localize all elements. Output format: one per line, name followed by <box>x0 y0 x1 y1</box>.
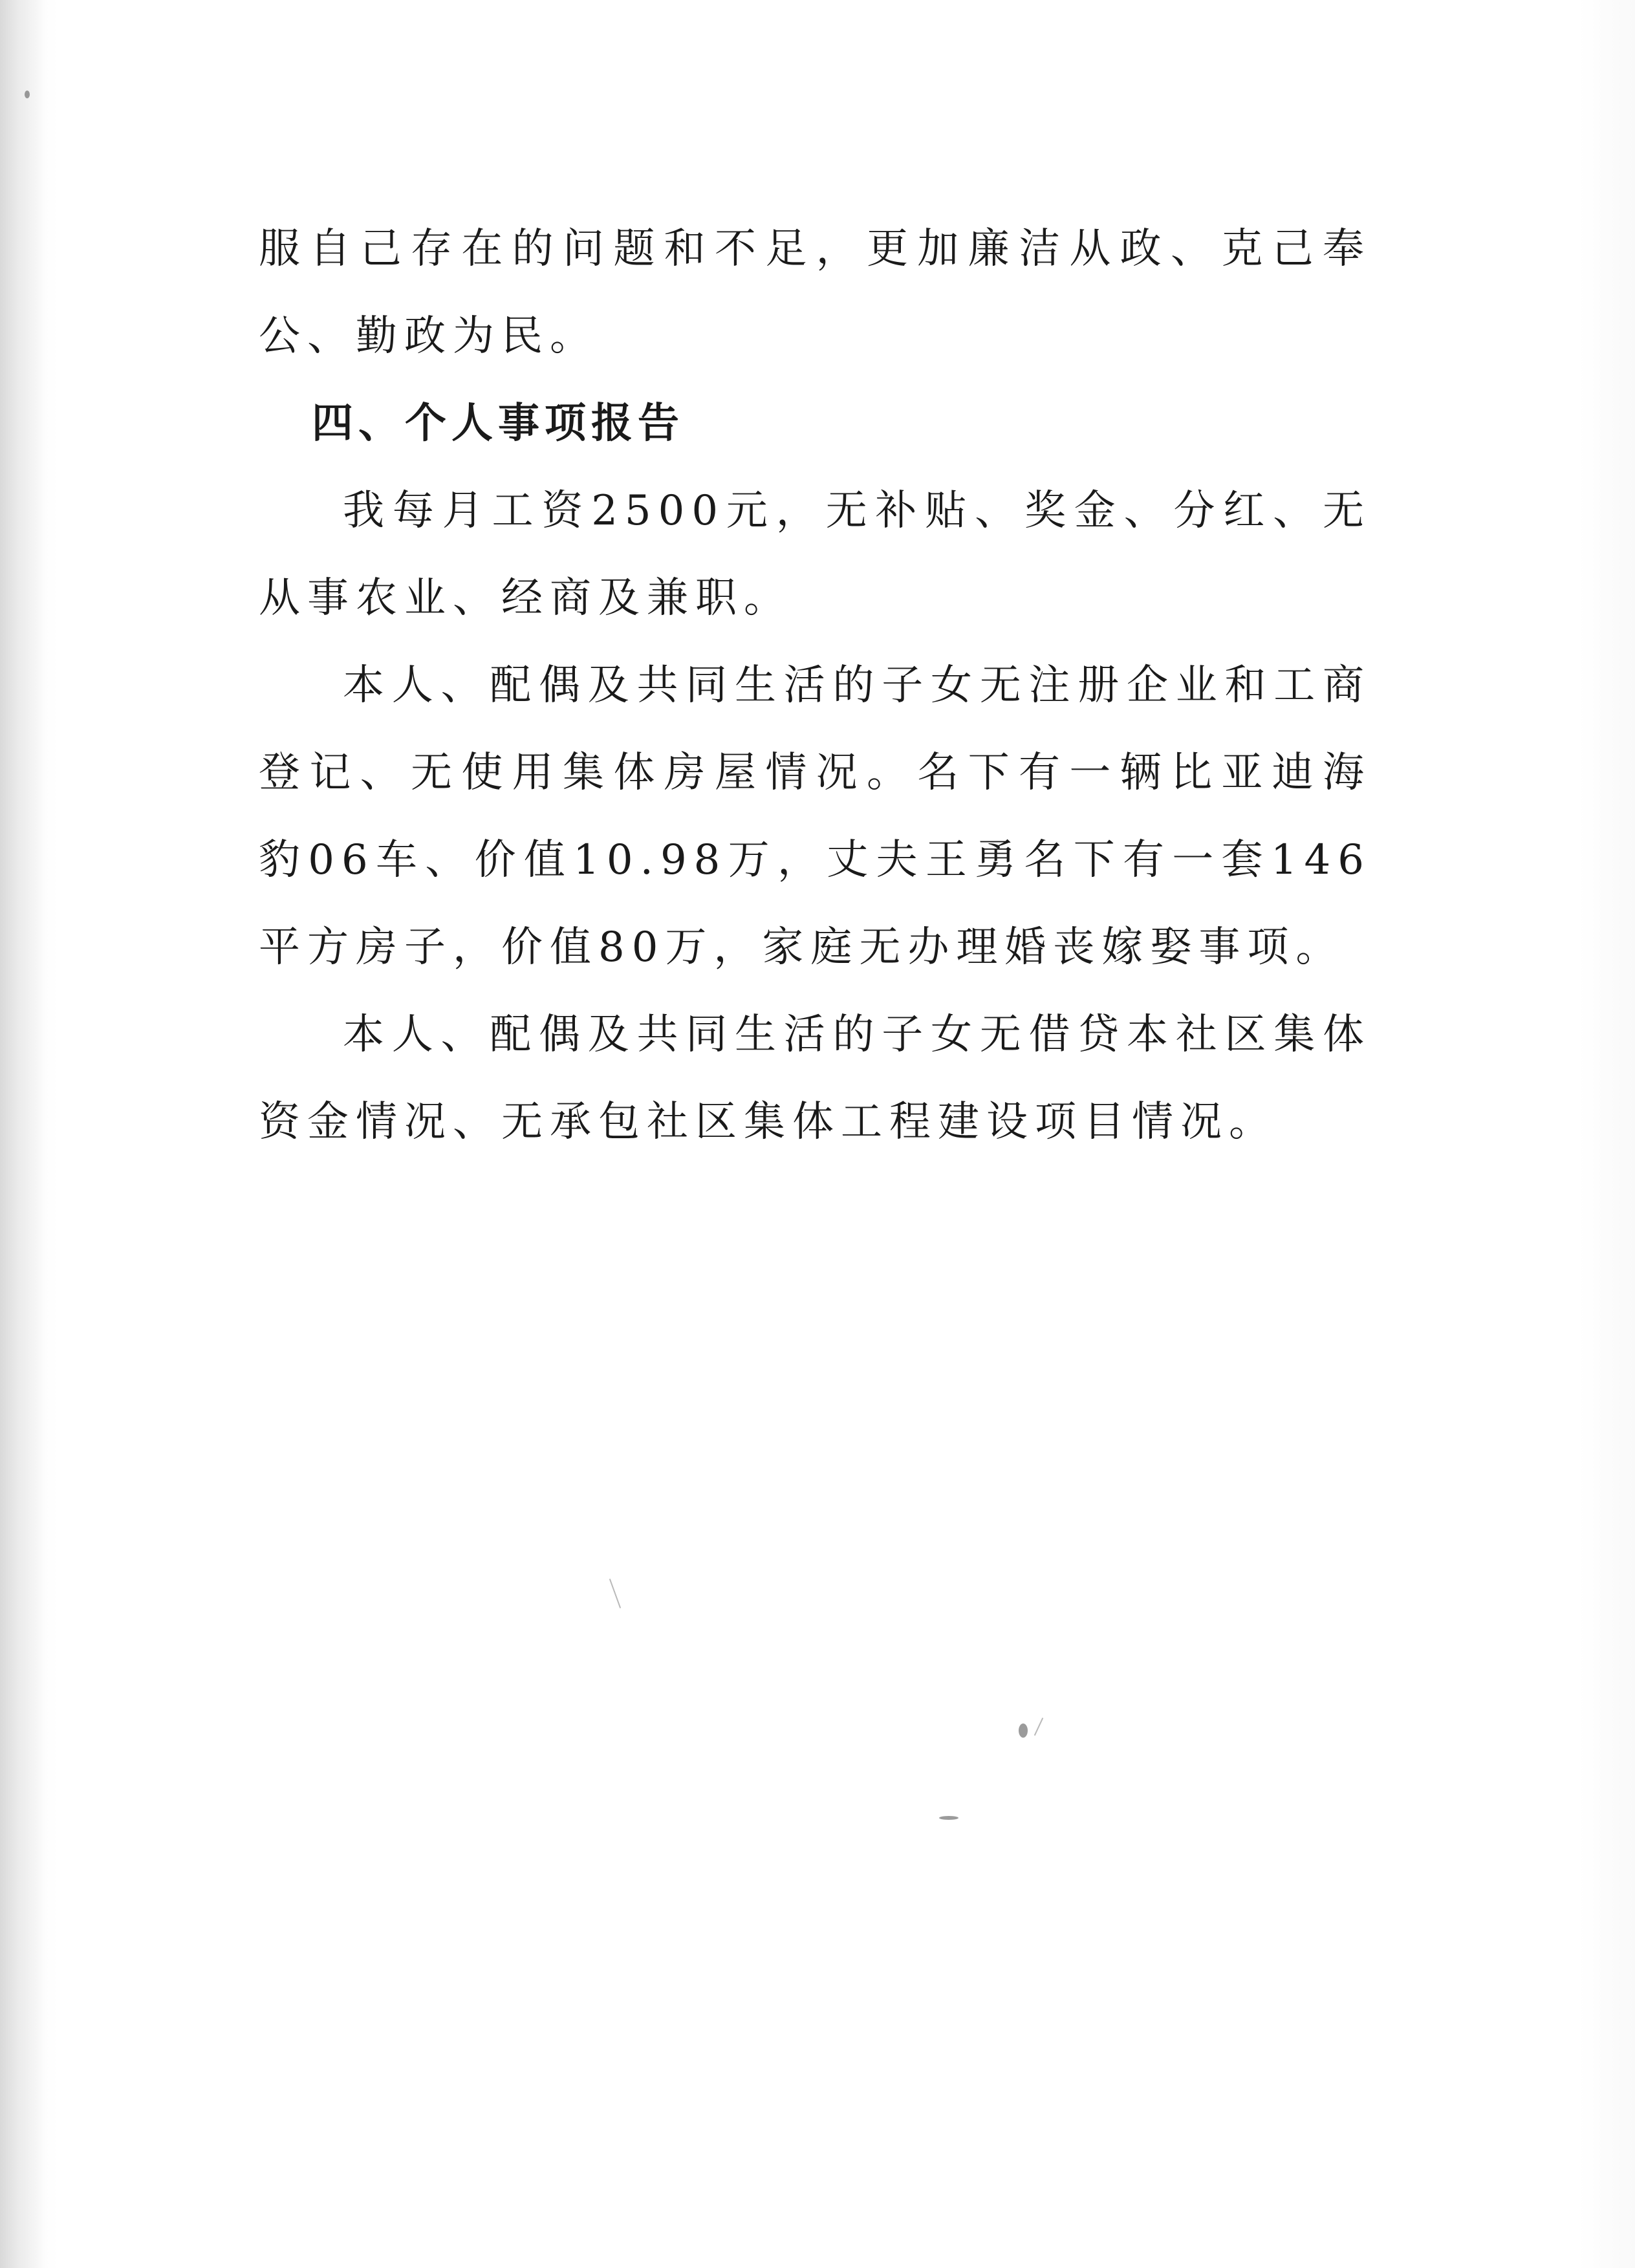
scan-speck <box>1019 1723 1028 1738</box>
scan-scratch <box>609 1579 621 1608</box>
section-4-heading: 四、个人事项报告 <box>312 400 684 448</box>
assets-paragraph: 本人、配偶及共同生活的子女无注册企业和工商登记、无使用集体房屋情况。名下有一辆比亚迪海豹06车、价值10.98万，丈夫王勇名下有一套146平方房子，价值80万，家庭无办理婚丧嫁娶事项。 <box>259 662 1371 971</box>
income-paragraph: 我每月工资2500元，无补贴、奖金、分红、无从事农业、经商及兼职。 <box>259 487 1371 622</box>
report-body <box>259 206 1371 1166</box>
loans-paragraph: 本人、配偶及共同生活的子女无借贷本社区集体资金情况、无承包社区集体工程建设项目情况。 <box>259 1011 1371 1146</box>
continuation-paragraph: 服自己存在的问题和不足，更加廉洁从政、克己奉公、勤政为民。 <box>259 225 1371 360</box>
scan-speck <box>25 91 30 98</box>
binding-edge-shadow <box>0 0 45 2268</box>
scan-speck <box>939 1816 958 1820</box>
scan-scratch <box>1034 1718 1043 1736</box>
